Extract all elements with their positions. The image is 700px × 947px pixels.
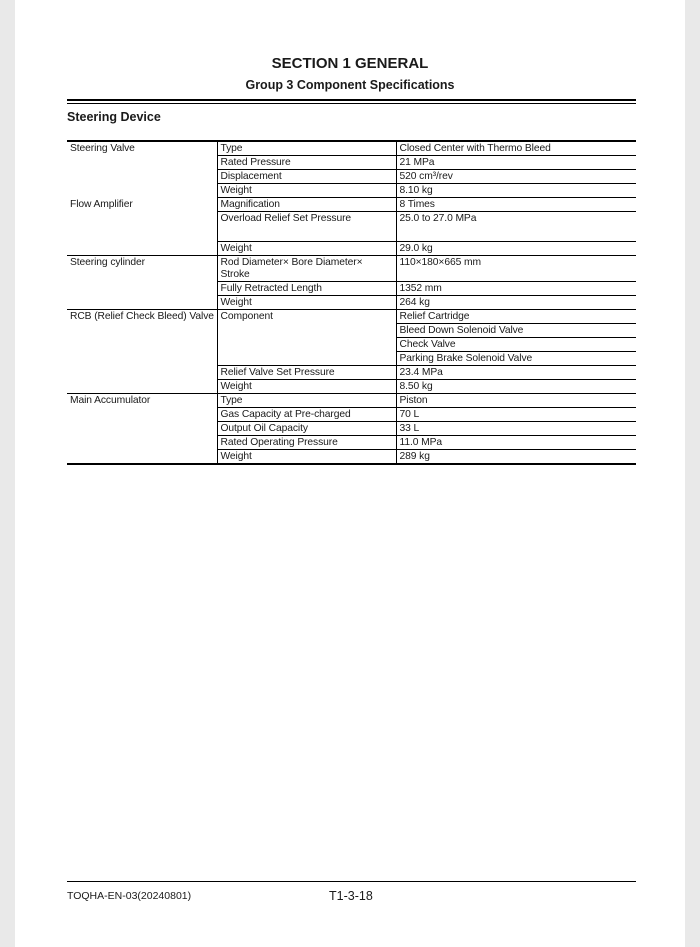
spec-value: 33 L <box>396 422 636 436</box>
spec-value: 1352 mm <box>396 282 636 296</box>
section-title: SECTION 1 GENERAL <box>271 55 429 72</box>
spec-value: 23.4 MPa <box>396 366 636 380</box>
spec-item: Weight <box>217 450 396 465</box>
spec-item: Type <box>217 141 396 156</box>
spec-item: Rated Operating Pressure <box>217 436 396 450</box>
spec-value: Bleed Down Solenoid Valve <box>396 324 636 338</box>
footer-rule <box>67 881 636 882</box>
spec-value: 25.0 to 27.0 MPa <box>396 212 636 242</box>
spec-item: Type <box>217 394 396 408</box>
subsection-title: Steering Device <box>67 110 161 124</box>
header-rule-thick <box>67 99 636 101</box>
spec-value: Closed Center with Thermo Bleed <box>396 141 636 156</box>
spec-value: 110×180×665 mm <box>396 256 636 282</box>
component-name: Steering Valve <box>67 141 217 198</box>
spec-item: Output Oil Capacity <box>217 422 396 436</box>
spec-value: 520 cm³/rev <box>396 170 636 184</box>
table-row <box>67 256 636 282</box>
spec-item: Component <box>217 310 396 366</box>
component-name: Steering cylinder <box>67 256 217 310</box>
spec-value: 11.0 MPa <box>396 436 636 450</box>
page-number: T1-3-18 <box>329 889 373 903</box>
group-title: Group 3 Component Specifications <box>245 78 455 92</box>
component-name: Main Accumulator <box>67 394 217 465</box>
spec-item: Fully Retracted Length <box>217 282 396 296</box>
spec-value: 8.50 kg <box>396 380 636 394</box>
spec-item: Weight <box>217 380 396 394</box>
table-row <box>67 198 636 212</box>
spec-value: Relief Cartridge <box>396 310 636 324</box>
document-page <box>15 0 685 947</box>
table-row <box>67 310 636 324</box>
spec-item: Overload Relief Set Pressure <box>217 212 396 242</box>
spec-value: 29.0 kg <box>396 242 636 256</box>
spec-value: 264 kg <box>396 296 636 310</box>
document-code: TOQHA-EN-03(20240801) <box>67 890 192 902</box>
spec-item: Displacement <box>217 170 396 184</box>
spec-value: Check Valve <box>396 338 636 352</box>
spec-item: Weight <box>217 184 396 198</box>
spec-item: Gas Capacity at Pre-charged <box>217 408 396 422</box>
spec-item: Rated Pressure <box>217 156 396 170</box>
spec-item: Weight <box>217 296 396 310</box>
spec-item: Magnification <box>217 198 396 212</box>
spec-value: 8.10 kg <box>396 184 636 198</box>
spec-value: 8 Times <box>396 198 636 212</box>
spec-value: Piston <box>396 394 636 408</box>
spec-item: Relief Valve Set Pressure <box>217 366 396 380</box>
spec-item: Rod Diameter× Bore Diameter× Stroke <box>217 256 396 282</box>
header-rule-thin <box>67 103 636 104</box>
component-name: RCB (Relief Check Bleed) Valve <box>67 310 217 394</box>
spec-value: 70 L <box>396 408 636 422</box>
spec-value: 289 kg <box>396 450 636 465</box>
table-row <box>67 141 636 156</box>
component-name: Flow Amplifier <box>67 198 217 256</box>
spec-value: Parking Brake Solenoid Valve <box>396 352 636 366</box>
table-row <box>67 394 636 408</box>
spec-value: 21 MPa <box>396 156 636 170</box>
spec-table <box>67 140 636 465</box>
spec-item: Weight <box>217 242 396 256</box>
